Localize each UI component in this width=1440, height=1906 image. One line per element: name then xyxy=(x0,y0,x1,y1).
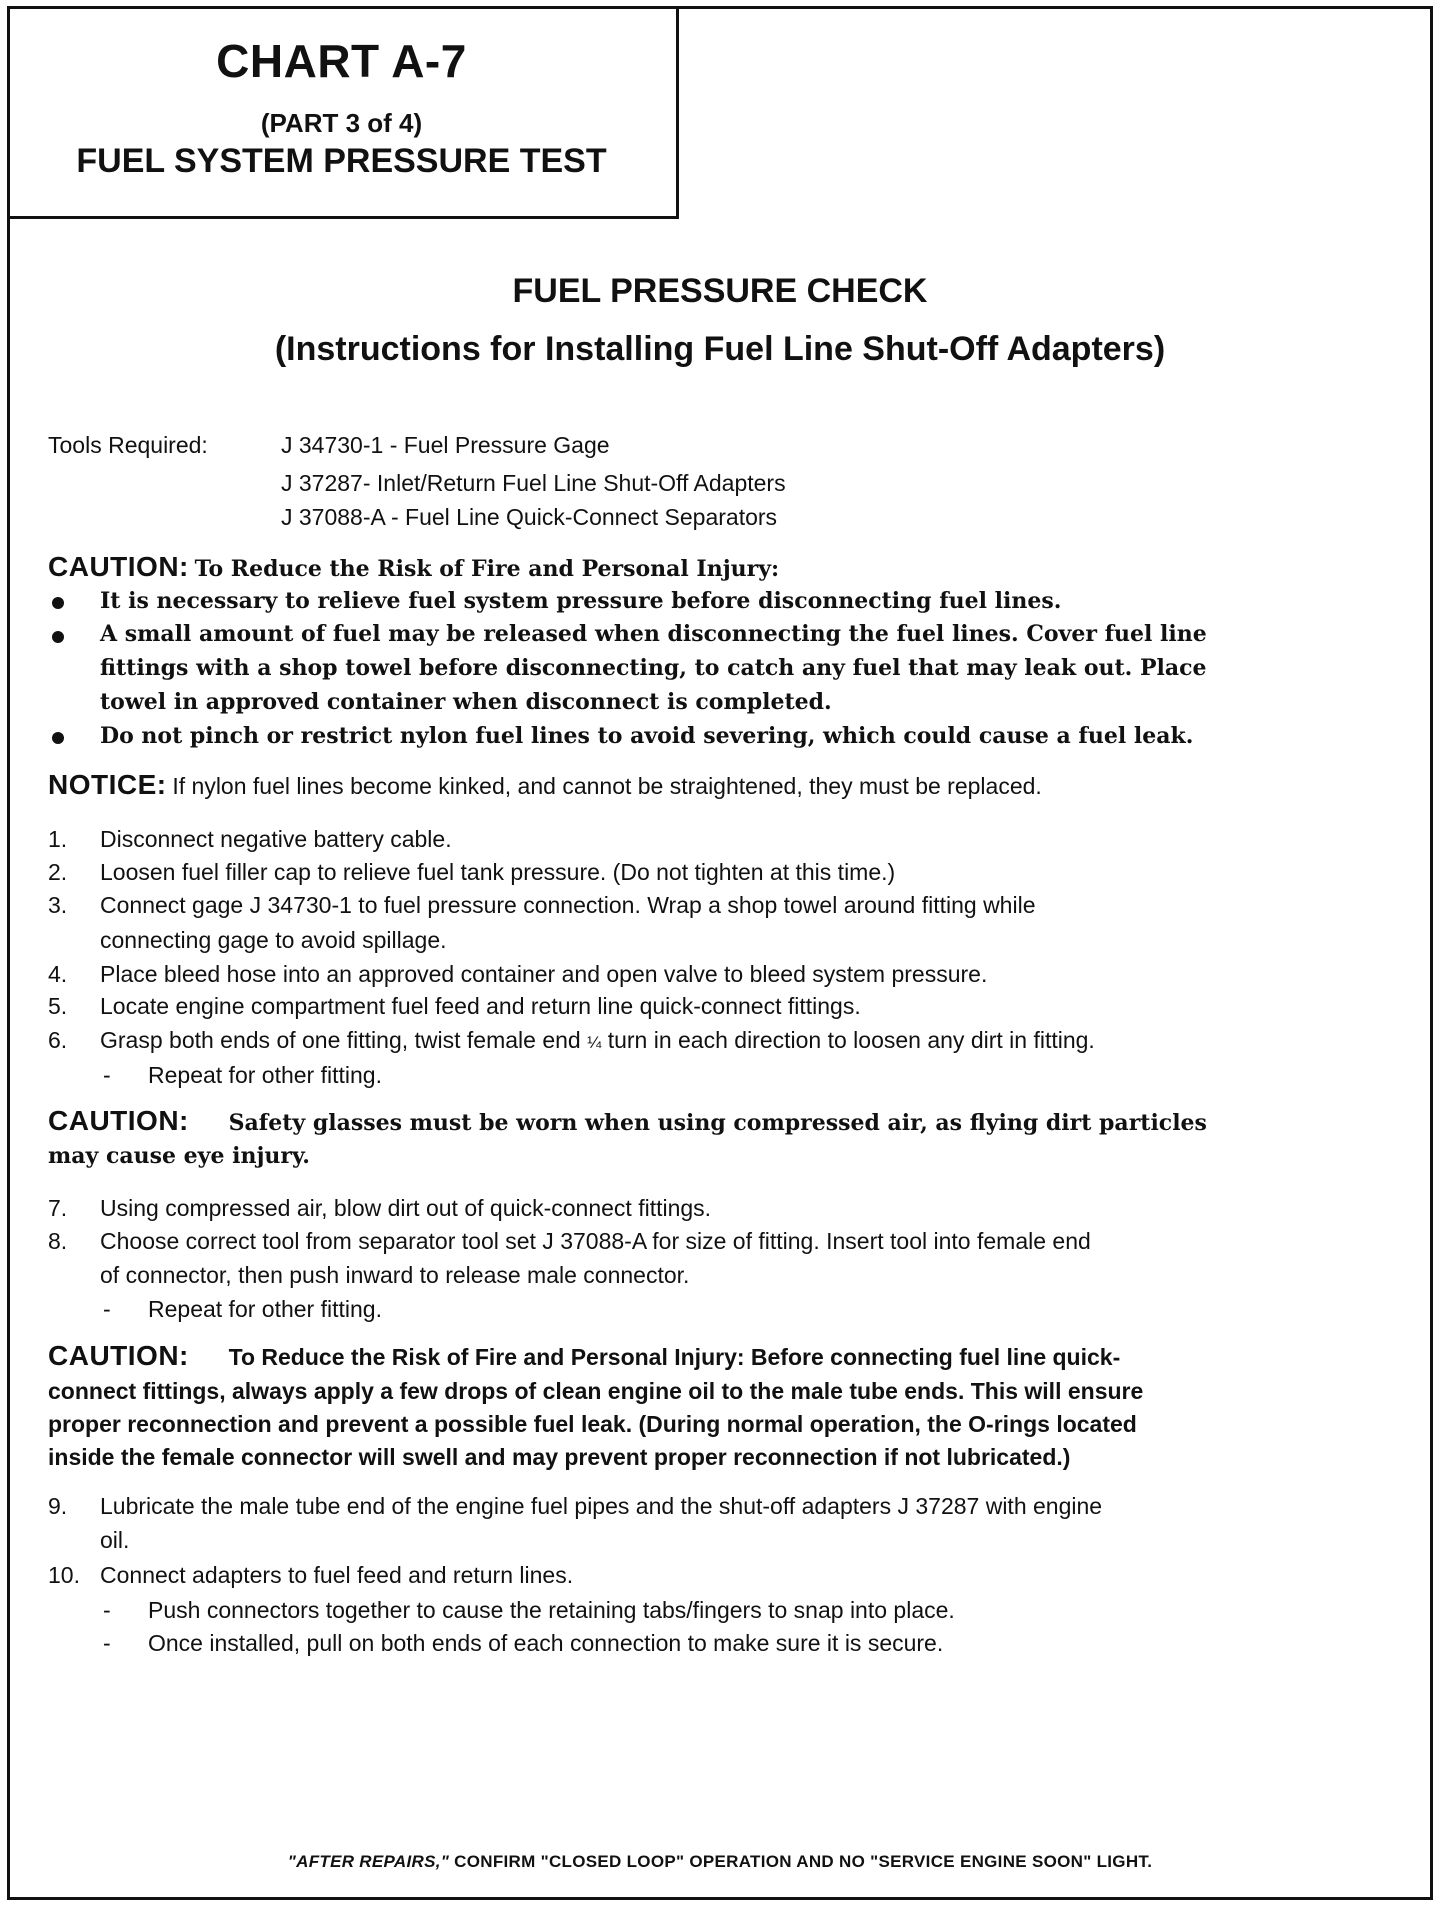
step-number: 5. xyxy=(48,993,68,1019)
step-number: 3. xyxy=(48,892,68,918)
sub-step-text: Repeat for other fitting. xyxy=(148,1296,382,1322)
step-number: 10. xyxy=(48,1562,80,1588)
fraction: ¼ xyxy=(587,1033,602,1052)
section-subtitle: (Instructions for Installing Fuel Line Shut-Off Adapters) xyxy=(274,330,1166,368)
caution-text-cont: proper reconnection and prevent a possible fuel leak. (During normal operation, the O-rings located xyxy=(48,1411,1137,1437)
sub-dash: - xyxy=(103,1062,111,1088)
step-text: Disconnect negative battery cable. xyxy=(100,826,452,852)
step-number: 9. xyxy=(48,1493,68,1519)
step-text-part: Grasp both ends of one fitting, twist female end xyxy=(100,1027,588,1053)
step-text: Locate engine compartment fuel feed and return line quick-connect fittings. xyxy=(100,993,861,1019)
notice-label: NOTICE: xyxy=(48,769,167,800)
caution-text: Safety glasses must be worn when using compressed air, as flying dirt particles xyxy=(228,1110,1207,1136)
tool-item: J 34730-1 - Fuel Pressure Gage xyxy=(281,432,610,458)
footer-after-repairs: "AFTER REPAIRS," xyxy=(287,1852,450,1871)
bullet-icon xyxy=(52,597,64,609)
caution-text: To Reduce the Risk of Fire and Personal Injury: Before connecting fuel line quick- xyxy=(228,1344,1121,1370)
step-text: Place bleed hose into an approved container and open valve to bleed system pressure. xyxy=(100,961,988,987)
footer-note xyxy=(0,1852,1440,1872)
caution-text-cont: inside the female connector will swell and may prevent proper reconnection if not lubricated.) xyxy=(48,1444,1071,1470)
caution-bullet-cont: fittings with a shop towel before disconnecting, to catch any fuel that may leak out. Place xyxy=(100,655,1207,681)
notice-block xyxy=(48,770,1042,802)
step-number: 2. xyxy=(48,859,68,885)
notice-text: If nylon fuel lines become kinked, and cannot be straightened, they must be replaced. xyxy=(172,773,1042,799)
sub-dash: - xyxy=(103,1630,111,1656)
bullet-icon xyxy=(52,631,64,643)
caution-text-cont: connect fittings, always apply a few drops of clean engine oil to the male tube ends. This will ensure xyxy=(48,1378,1144,1404)
step-number: 7. xyxy=(48,1195,68,1221)
section-title: FUEL PRESSURE CHECK xyxy=(512,272,928,310)
chart-title: CHART A-7 xyxy=(216,35,467,87)
step-number: 4. xyxy=(48,961,68,987)
sub-step-text: Repeat for other fitting. xyxy=(148,1062,382,1088)
sub-step-text: Push connectors together to cause the retaining tabs/fingers to snap into place. xyxy=(148,1597,955,1623)
tool-item: J 37088-A - Fuel Line Quick-Connect Separators xyxy=(281,504,778,530)
caution-label: CAUTION: xyxy=(48,1105,189,1136)
step-text xyxy=(100,1025,1095,1058)
caution-label: CAUTION: xyxy=(48,1340,189,1371)
caution-bullet-cont: towel in approved container when disconnect is completed. xyxy=(100,689,832,715)
caution-bullet: Do not pinch or restrict nylon fuel lines to avoid severing, which could cause a fuel leak. xyxy=(100,723,1194,749)
chart-part: (PART 3 of 4) xyxy=(260,108,423,138)
step-text: Connect adapters to fuel feed and return lines. xyxy=(100,1562,574,1588)
step-text: Connect gage J 34730-1 to fuel pressure connection. Wrap a shop towel around fitting while xyxy=(100,892,1036,918)
caution-bullet: A small amount of fuel may be released when disconnecting the fuel lines. Cover fuel line xyxy=(100,621,1207,647)
step-number: 1. xyxy=(48,826,68,852)
step-number: 6. xyxy=(48,1027,68,1053)
sub-dash: - xyxy=(103,1296,111,1322)
step-text: Loosen fuel filler cap to relieve fuel tank pressure. (Do not tighten at this time.) xyxy=(100,859,896,885)
step-text: Lubricate the male tube end of the engine fuel pipes and the shut-off adapters J 37287 with engine xyxy=(100,1493,1103,1519)
sub-step-text: Once installed, pull on both ends of each connection to make sure it is secure. xyxy=(148,1630,944,1656)
caution-block-1 xyxy=(48,552,779,584)
sub-dash: - xyxy=(103,1597,111,1623)
chart-header-box xyxy=(7,6,679,219)
caution-label: CAUTION: xyxy=(48,551,189,582)
step-text-part: turn in each direction to loosen any dirt in fitting. xyxy=(601,1027,1095,1053)
step-text-cont: of connector, then push inward to release male connector. xyxy=(100,1262,690,1288)
caution-block-3 xyxy=(48,1341,1120,1373)
step-text-cont: connecting gage to avoid spillage. xyxy=(100,927,447,953)
bullet-icon xyxy=(52,732,64,744)
chart-subtitle: FUEL SYSTEM PRESSURE TEST xyxy=(76,142,607,180)
step-text: Choose correct tool from separator tool set J 37088-A for size of fitting. Insert tool into female end xyxy=(100,1228,1091,1254)
caution-intro: To Reduce the Risk of Fire and Personal Injury: xyxy=(194,556,780,582)
caution-block-2 xyxy=(48,1106,1207,1138)
caution-text-cont: may cause eye injury. xyxy=(48,1143,310,1169)
caution-bullet: It is necessary to relieve fuel system pressure before disconnecting fuel lines. xyxy=(100,588,1062,614)
tool-item: J 37287- Inlet/Return Fuel Line Shut-Off Adapters xyxy=(281,470,786,496)
step-text-cont: oil. xyxy=(100,1527,130,1553)
step-number: 8. xyxy=(48,1228,68,1254)
step-text: Using compressed air, blow dirt out of quick-connect fittings. xyxy=(100,1195,712,1221)
footer-confirm: CONFIRM "CLOSED LOOP" OPERATION AND NO "SERVICE ENGINE SOON" LIGHT. xyxy=(454,1852,1153,1871)
tools-label: Tools Required: xyxy=(48,432,208,458)
